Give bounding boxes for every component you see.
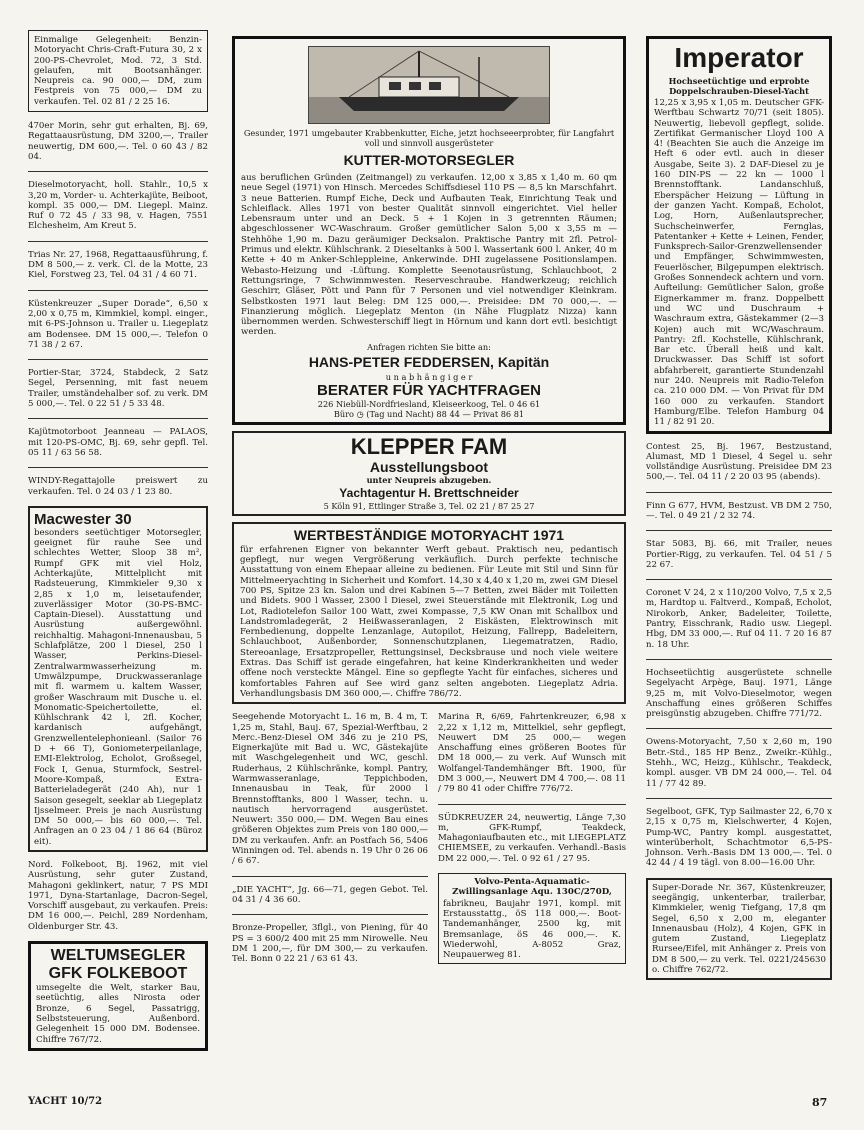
classified-ad-kuestenkreuzer: Küstenkreuzer „Super Dorade“, 6,50 x 2,00 x 0,75 m, Kimmkiel, kompl. einger., mit 6-PS-Johnson u. Trailer u. Liegeplatz am Bodensee. DM 15 000,—. Telefon 0 71 38 / 2 67. [28, 298, 208, 350]
right-column [646, 36, 832, 980]
classified-ad-star: Star 5083, Bj. 66, mit Trailer, neues Portier-Rigg, zu verkaufen. Tel. 04 51 / 5 22 67. [646, 539, 832, 570]
classified-ad-seegehende-motoryacht: Seegehende Motoryacht L. 16 m, B. 4 m, T. 1,25 m, Stahl, Bauj. 67, Spezial-Werftbau, 2 Merc.-Benz-Diesel OM 346 zu je 210 PS, Eignerkajüte mit Bad u. WC, Gästekajüte mit Waschgelegenheit und WC, geschl. Ruderhaus, 2 Kühlschränke, kompl. Pantry, Warmwasseranlage, Teppichboden, Innenausbau in Teak, für 2000 l Brennstofftanks, 800 l Wasser, techn. u. nautisch hervorragend ausgerüstet. Neuwert: 350 000,— DM. Wegen Bau eines größeren Objektes zum Preis von 180 000,— DM zu verkaufen. Anfr. an Postfach 56, 5406 Winningen od. Tel. abends n. 19 Uhr 0 26 06 / 6 67. [232, 712, 428, 867]
middle-column [232, 36, 626, 1032]
motoryacht-1971-body: für erfahrenen Eigner von bekannter Werft gebaut. Praktisch neu, pedantisch gepflegt, nur wegen Vergrößerung verkäuflich. Durch perfekte technische Ausstattung von einem Ehepaar alleine zu bedienen. Für Leute mit Stil und Sinn für Mittelmeeryachting in Sicherheit und Komfort. 14,30 x 4,40 x 1,20 m, zwei GM Diesel 700 PS, Spitze 23 kn. Salon und drei Kabinen 5—7 Betten, zwei Bäder mit Toiletten und Bidets. 900 l Wasser, 2300 l Diesel, zwei Steuerstände mit Elektronik, Log und Lot, Radiotelefon Sailor 100 Watt, zwei Kompasse, 7,5 KW Onan mit Schallbox und Landstromladegerät, 2 Heißwasseranlagen, 2 Eiskästen, Elektrowinsch mit Fernbedienung, doppelte Lenzanlage, Autopilot, Heizung, Fallrepp, Badeleitern, Schlauchboot, Außenborder, Sonnenschutzplanen, Liegematratzen, Radio, Stereoanlage, Ersatzpropeller, Rettungsinsel, Decksbrause und noch viele weitere Extras. Das Schiff ist gerade eingefahren, hat keine Kinderkrankheiten und weder offene noch versteckte Mängel. Eine so gepflegte Yacht für einfaches, sicheres und komfortables Fahren auf See wird ganz selten angeboten. Liegeplatz Adria. Verhandlungsbasis DM 360 000,—. Chiffre 786/72. [240, 544, 618, 699]
classified-ad-suedkreuzer: SÜDKREUZER 24, neuwertig, Länge 7,30 m, GFK-Rumpf, Teakdeck, Mahagoniaufbauten etc., mit LIEGEPLATZ CHIEMSEE, zu verkaufen. Verhandl.-Basis DM 22 000,—. Tel. 0 92 61 / 27 95. [438, 812, 626, 864]
divider [232, 914, 428, 915]
kutter-contact-name: HANS-PETER FEDDERSEN, Kapitän [308, 353, 550, 370]
kutter-ad [232, 36, 626, 425]
imperator-title: Imperator [674, 42, 804, 73]
lower-middle-left [232, 712, 428, 973]
left-column [28, 30, 208, 1051]
kutter-inquiry: Anfragen richten Sie bitte an: [367, 341, 491, 352]
divider [438, 804, 626, 805]
motoryacht-1971-title: WERTBESTÄNDIGE MOTORYACHT 1971 [293, 526, 565, 543]
motoryacht-1971-ad [232, 522, 626, 704]
classified-ad-arpege: Hochseetüchtig ausgerüstete schnelle Segelyacht Arpège, Bauj. 1971, Länge 9,25 m, mit Volvo-Dieselmotor, wegen Anschaffung eines größeren Schiffes preisgünstig abzugeben. Chiffre 771/72. [646, 667, 832, 720]
lower-middle-right [438, 712, 626, 964]
classified-ad-trias: Trias Nr. 27, 1968, Regattaausführung, f. DM 8 500,— z. verk. Cl. de la Motte, 23 Kiel, Forstweg 23, Tel. 04 31 / 4 60 71. [28, 249, 209, 281]
divider [646, 579, 832, 580]
divider [28, 359, 208, 360]
classified-ad-windy: WINDY-Regattajolle preiswert zu verkaufen. Tel. 0 24 03 / 1 23 80. [28, 476, 208, 497]
divider [646, 492, 832, 493]
classified-ad-dieselmotoryacht: Dieselmotoryacht, holl. Stahlr., 10,5 x 3,20 m, Vorder- u. Achterkajüte, Beiboot, kompl. 35 000,— DM. Liegepl. Mainz. Ruf 0 72 45 / 33 98, v. Hagen, 7551 Elchesheim, Am Kreut 5. [28, 180, 208, 232]
classified-ad-470er-morin: 470er Morin, sehr gut erhalten, Bj. 69, Regattaausrüstung, DM 3200,—, Trailer neuwertig, DM 600,—. Tel. 0 60 43 / 82 04. [28, 121, 208, 162]
klepper-ad [232, 431, 626, 516]
macwester-title: Macwester 30 [34, 510, 132, 528]
weltumsegler-body: umsegelte die Welt, starker Bau, seetüchtig, alles Nirosta oder Bronze, 6 Segel, Passatrigg, Selbststeuerung, Außenbord. Gelegenheit 15 000 DM. Bodensee. Chiffre 767/72. [36, 983, 200, 1045]
classified-ad-bronze-propeller: Bronze-Propeller, 3flgl., von Piening, für 40 PS = 3 600/2 400 mit 25 mm Nirowelle. Neu DM 1 200,—, für DM 300,— zu verkaufen. Tel. Bonn 0 22 21 / 63 61 43. [232, 923, 428, 965]
kutter-berater: BERATER FÜR YACHTFRAGEN [317, 381, 541, 399]
imperator-body: 12,25 x 3,95 x 1,05 m. Deutscher GFK-Werftbau Schwartz 70/71 (seit 1805). Neuwertig, liebevoll gepflegt, solide. Zertifikat Germanischer Lloyd 100 A 4! (Beachten Sie auch die Anzeige im Heft 6 oder evtl. auch in dieser Ausgabe, Seite 3). 2 DAF-Diesel zu je 160 DIN-PS — 22 kn — 1000 l Brennstofftank. Landanschluß, Eberspächer Heizung — Lüftung in der ganzen Yacht. Kompaß, Echolot, Log, Horn, Außenlautsprecher, Suchscheinwerfer, Fernglas, Patentanker + Kette + Leinen, Fender, Funksprech-Sailor-Grenzwellensender und Empfänger, Schwimmwesten, Feuerlöscher, Bilgepumpen elektrisch. Großes Sonnendeck achtern und vorn. Aufteilung: Gemütlicher Salon, große Eignerkammer m. franz. Doppelbett und WC und Duschraum + Waschraum extra, Gästekammer (2—3 Kojen) auch mit WC/Waschraum. Pantry: 2fl. Kochstelle, Kühlschrank, Bar etc. Überall heiß und kalt. Druckwasser. Das Schiff ist sofort abfahrbereit, garantierte Stundenzahl nur 240. Neupreis mit Radio-Telefon ca. 210 000 DM. — Von Privat für DM 160 000 zu verkaufen. Standort Hamburg/Elbe. Telefon Hamburg 04 11 / 82 91 20. [654, 98, 824, 428]
kutter-address: 226 Niebüll-Nordfriesland, Kleiseerkoog, Tel. 0 46 61 [317, 398, 541, 409]
divider [28, 418, 208, 419]
classified-ad-marina: Marina R, 6/69, Fahrtenkreuzer, 6,98 x 2,22 x 1,12 m, Mittelkiel, sehr gepflegt, Neuwert DM 25 000,— wegen Anschaffung eines größeren Bootes für DM 18 000,— zu verk. Auf Wunsch mit Wolfangel-Tandemhänger Bft. 1900, für DM 3 000,—, Neuwert DM 4 700,—. 08 11 / 79 80 41 oder Chiffre 776/72. [438, 712, 626, 795]
volvo-title: Volvo-Penta-Aquamatic-Zwillingsanlage Aqu. 130C/270D, [452, 877, 612, 898]
divider [28, 171, 208, 172]
kutter-caption: Gesunder, 1971 umgebauter Krabbenkutter, Eiche, jetzt hochseeerprobter, für Langfahrt voll und sinnvoll ausgerüsteter [243, 128, 615, 148]
klepper-agency: Yachtagentur H. Brettschneider [339, 485, 519, 500]
weltumsegler-title: WELTUMSEGLER [50, 947, 186, 965]
kutter-title: KUTTER-MOTORSEGLER [343, 152, 515, 168]
macwester-ad [28, 506, 208, 852]
klepper-address: 5 Köln 91, Ettlinger Straße 3, Tel. 02 21 / 87 25 27 [323, 500, 535, 511]
klepper-line1: unter Neupreis abzugeben. [366, 474, 492, 485]
divider [646, 728, 832, 729]
boat-photo-illustration [309, 47, 549, 123]
divider [232, 876, 428, 877]
volvo-body: fabrikneu, Baujahr 1971, kompl. mit Erstausstattg., öS 118 000,—. Boot-Tandemanhänger, 2500 kg, mit Bremsanlage, öS 46 000,—. K. Wiederwohl, A-8052 Graz, Neupauerweg 81. [443, 898, 621, 961]
boat-photo [308, 46, 550, 124]
weltumsegler-subtitle: GFK FOLKEBOOT [48, 965, 188, 983]
classified-ad-die-yacht: „DIE YACHT“, Jg. 66—71, gegen Gebot. Tel. 04 31 / 4 36 60. [232, 884, 428, 905]
divider [646, 798, 832, 799]
classified-ad-portier-star: Portier-Star, 3724, Stabdeck, 2 Satz Segel, Persenning, mit fast neuem Trailer, umständehalber sof. zu verk. DM 5 000,—. Tel. 0 22 51 / 5 33 48. [28, 368, 208, 410]
divider [646, 659, 832, 660]
classified-ad-folkeboot: Nord. Folkeboot, Bj. 1962, mit viel Ausrüstung, sehr guter Zustand, Mahagoni geklinkert, natur, 7 PS MDI 1971, Dyna-Startanlage, Dacron-Segel, Vorschiff ausgebaut, zu verkaufen. Preis: DM 16 000,—. Peichl, 289 Nordenham, Oldenburger Str. 43. [28, 860, 208, 932]
classified-ad-coronet: Coronet V 24, 2 x 110/200 Volvo, 7,5 x 2,5 m, Hardtop u. Faltverd., Kompaß, Echolot, Nirokorb, Anker, Badeleiter, Toilette, Pantry, Eisschrank, Radio usw. Liegepl. Hbg, DM 33 000,—. Ruf 04 11. 7 20 16 87 n. 18 Uhr. [646, 588, 832, 650]
classified-ad-sailmaster: Segelboot, GFK, Typ Sailmaster 22, 6,70 x 2,15 x 0,75 m, Kielschwerter, 4 Kojen, Pump-WC, Pantry kompl. ausgestattet, winterüberholt, Schachtmotor 6,5-PS-Johnson. Verh.-Basis DM 13 000,—. Tel. 0 42 44 / 4 19 tägl. von 8.00—16.00 Uhr. [646, 806, 832, 869]
klepper-title: KLEPPER FAM [350, 433, 508, 459]
lower-middle-area [232, 712, 626, 1032]
classified-ad-jeanneau: Kajütmotorboot Jeanneau — PALAOS, mit 120-PS-OMC, Bj. 69, sehr gepfl. Tel. 05 11 / 63 56 58. [28, 427, 208, 458]
superdorade-body: Super-Dorade Nr. 367, Küstenkreuzer, seegängig, unkenterbar, trailerbar, Kimmkieler, wenig Tiefgang, 17,8 qm Segel, 6,50 x 2,00 m, eleganter Innenausbau (Holz), 4 Kojen, GFK in gutem Zustand, Liegeplatz Rursee/Eifel, mit Anhänger z. Preis von DM 8 500,— zu verk. Tel. 0221/245630 o. Chiffre 762/72. [652, 882, 826, 976]
spacer [646, 434, 832, 442]
divider [28, 467, 208, 468]
kutter-office-phone: Büro ◷ (Tag und Nacht) 88 44 — Privat 86 81 [333, 408, 525, 419]
weltumsegler-ad [28, 941, 208, 1051]
superdorade-ad [646, 878, 832, 981]
classified-ad-owens: Owens-Motoryacht, 7,50 x 2,60 m, 190 Betr.-Std., 185 HP Benz., Zweikr.-Kühlg., Stehh., WC, Heizg., Kühlschr., Teakdeck, kompl. ausger. VB DM 24 000,—. Tel. 04 11 / 77 42 89. [646, 737, 832, 789]
classified-ad-finn: Finn G 677, HVM, Bestzust. VB DM 2 750,—. Tel. 0 49 21 / 2 32 74. [646, 500, 832, 521]
divider [28, 290, 208, 291]
klepper-subtitle: Ausstellungsboot [369, 458, 489, 475]
classified-ad-chris-craft: Einmalige Gelegenheit: Benzin-Motoryacht Chris-Craft-Futura 30, 2 x 200-PS-Chevrolet, Mod. 72, 3 Std. gelaufen, mit Bootsanhänger. Neupreis ca. 90 000,— DM, zum Festpreis von 75 000,— DM zu verkaufen. Tel. 02 81 / 2 25 16. [28, 30, 208, 112]
divider [646, 530, 832, 531]
volvo-ad [438, 873, 626, 964]
classified-ad-contest: Contest 25, Bj. 1967, Bestzustand, Alumast, MD 1 Diesel, 4 Segel u. sehr vollständige Ausrüstung. Preisidee DM 23 500,—. Tel. 04 11 / 2 20 03 95 (abends). [646, 441, 832, 483]
footer-magazine-issue: YACHT 10/72 [28, 1096, 103, 1107]
kutter-body: aus beruflichen Gründen (Zeitmangel) zu verkaufen. 12,00 x 3,85 x 1,40 m. 60 qm neue Segel (1971) von Hinsch. Mercedes Schiffsdiesel 110 PS — 8,5 kn Marschfahrt. 3 neue Batterien. Rumpf Eiche, Deck und Aufbauten Teak, Einrichtung Teak und Schleiflack. Alles 1971 von bester Qualität sinnvoll eingerichtet. Viel heller Lebensraum unter und an Deck. 5 + 1 Kojen in 3 getrennten Räumen; abgeschlossener WC-Waschraum. Großer gemütlicher Salon 5,00 x 3,55 m — Stehhöhe 1,90 m. Dazu geräumiger Decksalon. Praktische Pantry mit 2fl. Petrol-Primus und elektr. Kühlschrank. 2 Dieseltanks à 500 l. Wassertank 600 l. Anker, 40 m Kette + 40 m Anker-Schleppleine, Ankerwinde. DHI zugelassene Positionslampen. Webasto-Heizung und -Lüftung. Komplette Seenotausrüstung, Schlauchboot, 2 Rettungsringe, 7 Schwimmwesten. Reserveschraube. Handwerkzeug; reichlich Geschirr, Gläser, Pött und Pann für 7 Personen und viel notwendiger Kleinkram. Selbstkosten 1971 laut Beleg: DM 125 000,—. Preisidee: DM 70 000,—. — Finanzierung möglich. Liegeplatz Menton (in Nähe Flugplatz Nizza) kann übernommen werden. Schwesterschiff liegt in Hörnum und kann dort evtl. besichtigt werden. [241, 173, 617, 338]
imperator-subtitle: Hochseetüchtige und erprobte Doppelschrauben-Diesel-Yacht [668, 76, 810, 96]
footer-page-number: 87 [812, 1096, 828, 1109]
kutter-unabhaengiger: u n a b h ä n g i g e r [385, 371, 473, 382]
macwester-body: besonders seetüchtiger Motorsegler, geeignet für rauhe See und schlechtes Wetter, Sloop 38 m², Rumpf GFK mit viel Holz, Achterkajüte, Mittelplicht mit Radsteuerung, Kimmkieler 9,30 x 2,85 x 1,0 m, leisetaufender, zuverlässiger Motor (30-PS-BMC-Captain-Diesel). Ausstattung und Ausrüstung außergewöhnl. reichhaltig. Mahagoni-Innenausbau, 5 Schlafplätze, 200 l Diesel, 250 l Wasser, Perkins-Diesel-Zentralwarmwasserheizung m. Umwälzpumpe, Druckwasseranlage mit fl. warmem u. kaltem Wasser, großer Waschraum mit Dusche u. el. Monomatic-Speichertoilette, el. Kühlschrank 42 l, 2fl. Kocher, kardanisch aufgehängt, Grenzwellentelephonieanl. (Sailor 76 D + 66 T), Goniometerpeilanlage, EMI-Elektrolog, Echolot, Großsegel, Fock I, Genua, Sturmfock, Sestrel-Moore-Kompaß, Extra-Batterieladegerät (240 Ah), nur 1 Saison gesegelt, seeklar ab Liegeplatz Ijsselmeer. Preis je nach Ausrüstung DM 50 000,— bis 60 000,—. Tel. Anfragen an 0 23 04 / 1 86 64 (Büroz eit). [34, 527, 202, 847]
divider [28, 241, 208, 242]
imperator-ad [646, 36, 832, 434]
